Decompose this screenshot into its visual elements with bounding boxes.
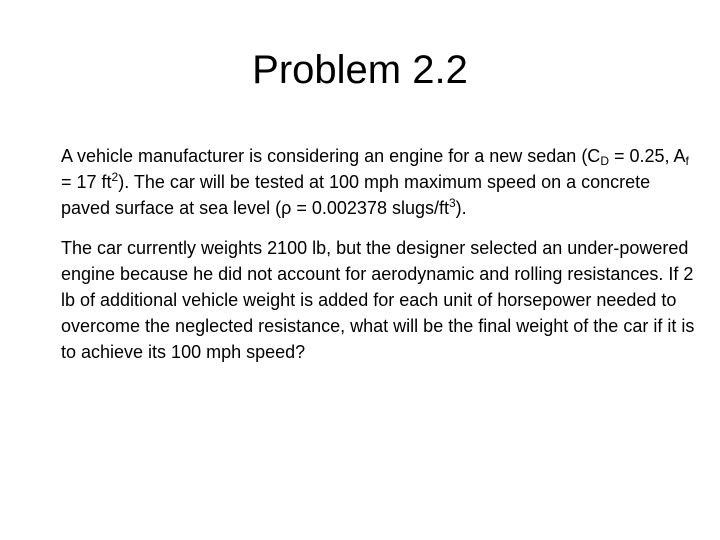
af-subscript: f [685, 154, 689, 168]
p1-text-5: ). [455, 198, 467, 218]
slide-title: Problem 2.2 [252, 48, 468, 92]
ft-cubed-superscript: 3 [448, 196, 456, 210]
problem-statement [61, 143, 701, 379]
p1-text-3: = 17 ft [61, 172, 112, 192]
paragraph-question: The car currently weights 2100 lb, but the designer selected an under-powered engine because he did not account for aerodynamic and rolling resistances. If 2 lb of additional vehicle weight is added for each unit of horsepower needed to overcome the neglected resistance, what will be the final weight of the car if it is to achieve its 100 mph speed? [61, 238, 695, 362]
p1-text-4: ). The car will be tested at 100 mph maximum speed on a concrete paved surface at sea level (ρ = 0.002378 slugs/ft [61, 172, 651, 218]
cd-subscript: D [600, 154, 609, 168]
ft-squared-superscript: 2 [111, 170, 119, 184]
paragraph-vehicle-parameters [61, 143, 701, 221]
p1-text-2: = 0.25, A [608, 146, 686, 166]
p1-text-1: A vehicle manufacturer is considering an engine for a new sedan (C [61, 146, 601, 166]
